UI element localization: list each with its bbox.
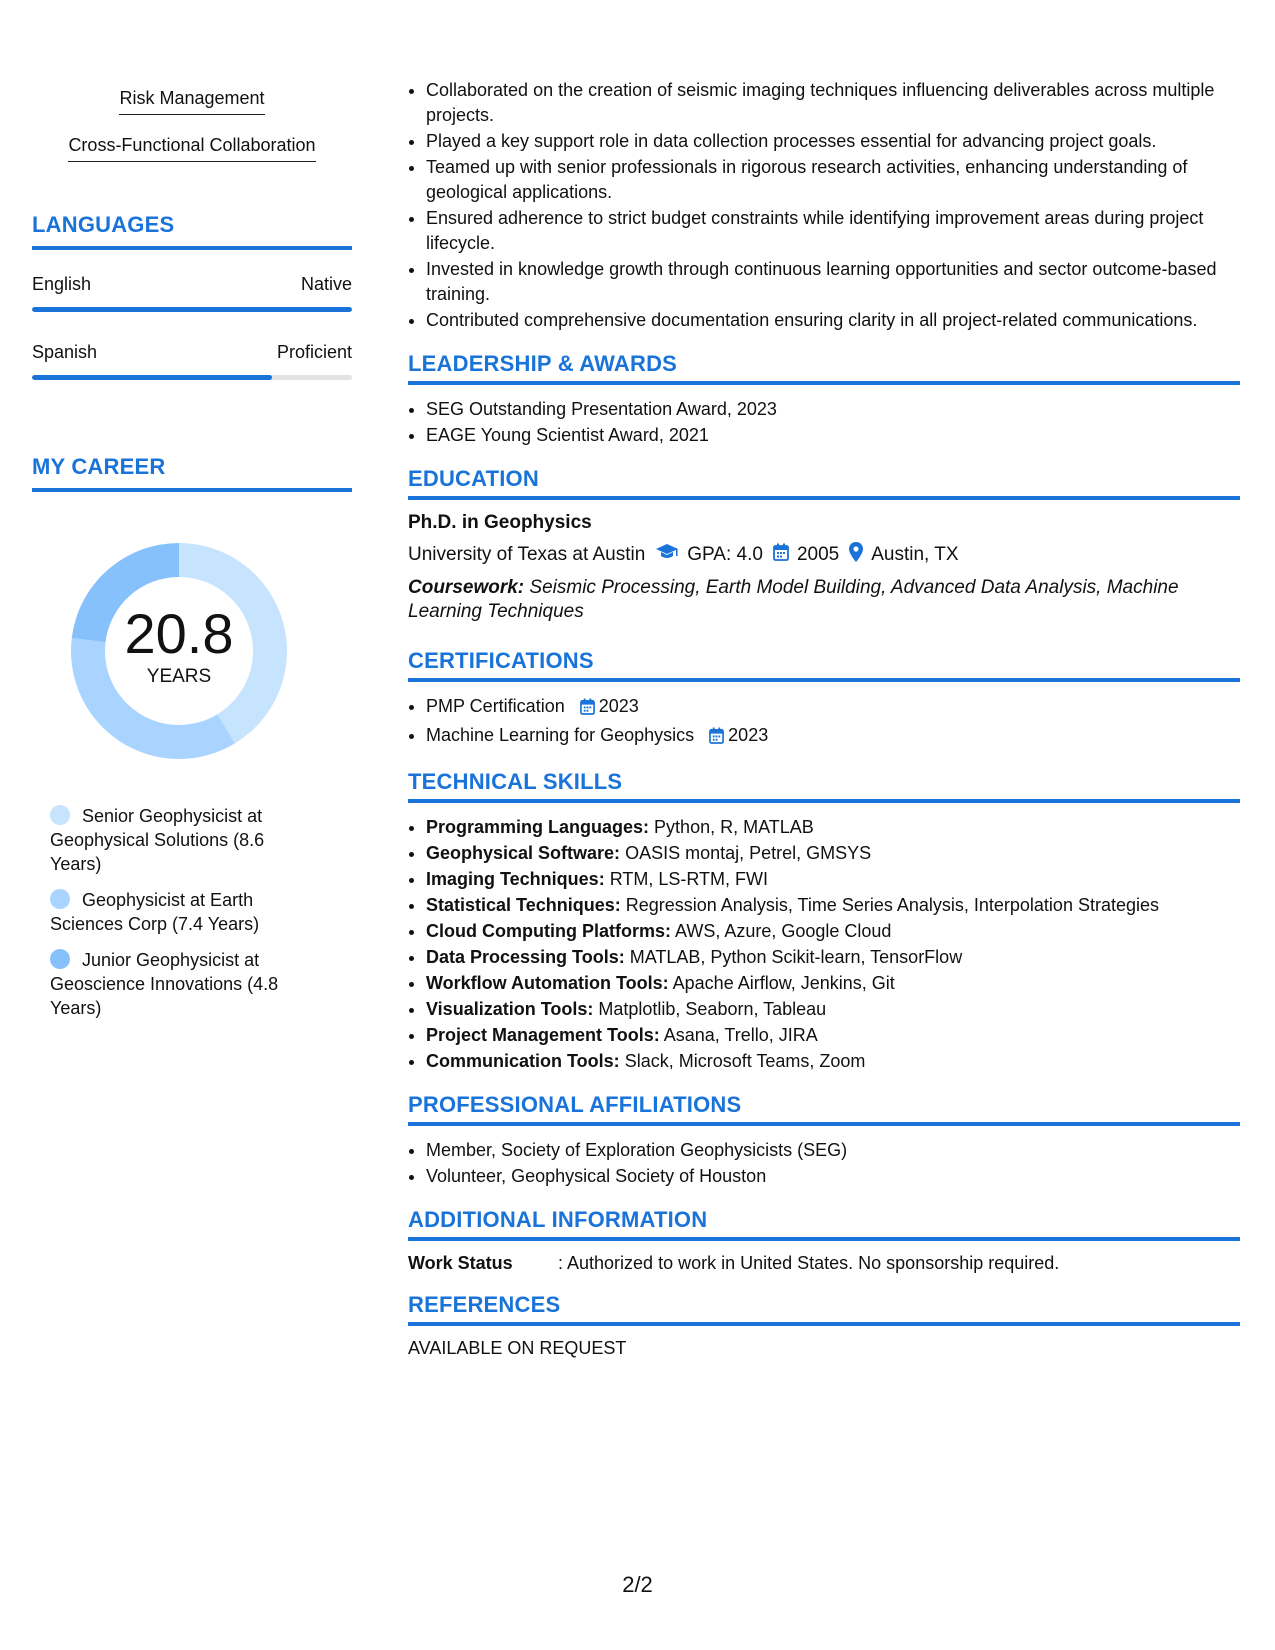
list-item: • Imaging Techniques: RTM, LS-RTM, FWI <box>426 867 1240 892</box>
list-item: • Contributed comprehensive documentation ensuring clarity in all project-related communications. <box>426 308 1240 333</box>
certification-year: 2023 <box>598 696 639 716</box>
skill-tag: Cross-Functional Collaboration <box>68 131 315 162</box>
education-school: University of Texas at Austin <box>408 544 646 565</box>
career-legend <box>50 804 300 1020</box>
affiliations-title: PROFESSIONAL AFFILIATIONS <box>408 1092 1240 1126</box>
work-status-label: Work Status <box>408 1253 513 1273</box>
language-bar-fill <box>32 307 352 312</box>
location-pin-icon <box>849 542 863 568</box>
work-status-value: : Authorized to work in United States. No sponsorship required. <box>558 1253 1060 1273</box>
coursework-text: Seismic Processing, Earth Model Building, Advanced Data Analysis, Machine Learning Techniques <box>408 577 1179 622</box>
language-bar <box>32 307 352 312</box>
page-number: 2/2 <box>622 1572 653 1597</box>
certification-name: Machine Learning for Geophysics <box>426 725 695 745</box>
list-item: • Geophysical Software: OASIS montaj, Petrel, GMSYS <box>426 841 1240 866</box>
language-name: Spanish <box>32 342 98 362</box>
left-column <box>32 84 352 1032</box>
education-gpa: GPA: 4.0 <box>687 544 763 565</box>
list-item: • Teamed up with senior professionals in rigorous research activities, enhancing understanding of geological applications. <box>426 155 1240 205</box>
certifications-list <box>408 694 1240 751</box>
skills-list <box>408 815 1240 1074</box>
legend-dot-icon <box>50 889 70 909</box>
list-item: • Invested in knowledge growth through continuous learning opportunities and sector outcome-based training. <box>426 257 1240 307</box>
list-item: • Project Management Tools: Asana, Trello, JIRA <box>426 1023 1240 1048</box>
list-item: • EAGE Young Scientist Award, 2021 <box>426 423 1240 448</box>
affiliations-list <box>408 1138 1240 1189</box>
legend-item <box>50 804 300 876</box>
skill-tag: Risk Management <box>119 84 264 115</box>
calendar-icon <box>773 543 789 567</box>
list-item: • Communication Tools: Slack, Microsoft Teams, Zoom <box>426 1049 1240 1074</box>
career-total-years: 20.8 <box>124 602 234 665</box>
legend-dot-icon <box>50 805 70 825</box>
career-unit: YEARS <box>146 666 212 687</box>
career-donut-chart <box>64 536 294 766</box>
list-item: • Ensured adherence to strict budget constraints while identifying improvement areas during project lifecycle. <box>426 206 1240 256</box>
list-item: • Played a key support role in data collection processes essential for advancing project goals. <box>426 129 1240 154</box>
legend-label: Junior Geophysicist at Geoscience Innovations (4.8 Years) <box>50 950 279 1018</box>
list-item: • SEG Outstanding Presentation Award, 2023 <box>426 397 1240 422</box>
language-level: Proficient <box>276 342 352 362</box>
education-year: 2005 <box>796 544 840 565</box>
language-spanish <box>32 342 352 380</box>
calendar-icon <box>580 697 595 722</box>
education-title: EDUCATION <box>408 466 1240 500</box>
skill-tags <box>32 84 352 178</box>
graduation-cap-icon <box>655 543 679 567</box>
awards-title: LEADERSHIP & AWARDS <box>408 351 1240 385</box>
awards-list <box>408 397 1240 448</box>
language-bar-fill <box>32 375 272 380</box>
list-item: • Volunteer, Geophysical Society of Houston <box>426 1164 1240 1189</box>
list-item: • Statistical Techniques: Regression Analysis, Time Series Analysis, Interpolation Strategies <box>426 893 1240 918</box>
calendar-icon <box>709 726 724 751</box>
skills-title: TECHNICAL SKILLS <box>408 769 1240 803</box>
education-meta <box>408 542 1240 568</box>
legend-dot-icon <box>50 949 70 969</box>
language-english <box>32 274 352 312</box>
language-bar <box>32 375 352 380</box>
list-item: • Visualization Tools: Matplotlib, Seaborn, Tableau <box>426 997 1240 1022</box>
list-item: • Data Processing Tools: MATLAB, Python Scikit-learn, TensorFlow <box>426 945 1240 970</box>
list-item: • Member, Society of Exploration Geophysicists (SEG) <box>426 1138 1240 1163</box>
work-status <box>408 1253 1240 1274</box>
education-coursework <box>408 576 1240 624</box>
career-title: MY CAREER <box>32 454 352 492</box>
list-item: • Workflow Automation Tools: Apache Airflow, Jenkins, Git <box>426 971 1240 996</box>
experience-bullets <box>408 78 1240 333</box>
list-item <box>426 694 1240 722</box>
right-column <box>408 78 1240 1359</box>
legend-label: Geophysicist at Earth Sciences Corp (7.4 Years) <box>50 890 260 934</box>
list-item: • Collaborated on the creation of seismic imaging techniques influencing deliverables across multiple projects. <box>426 78 1240 128</box>
education-degree: Ph.D. in Geophysics <box>408 512 592 533</box>
legend-item <box>50 888 300 936</box>
languages-title: LANGUAGES <box>32 212 352 250</box>
list-item <box>426 723 1240 751</box>
legend-item <box>50 948 300 1020</box>
additional-title: ADDITIONAL INFORMATION <box>408 1207 1240 1241</box>
coursework-label: Coursework: <box>408 577 525 598</box>
references-title: REFERENCES <box>408 1292 1240 1326</box>
language-level: Native <box>300 274 352 294</box>
education-location: Austin, TX <box>871 544 959 565</box>
list-item: • Cloud Computing Platforms: AWS, Azure, Google Cloud <box>426 919 1240 944</box>
references-text: AVAILABLE ON REQUEST <box>408 1338 627 1358</box>
language-name: English <box>32 274 92 294</box>
list-item: • Programming Languages: Python, R, MATLAB <box>426 815 1240 840</box>
certification-year: 2023 <box>728 725 769 745</box>
certification-name: PMP Certification <box>426 696 565 716</box>
legend-label: Senior Geophysicist at Geophysical Solutions (8.6 Years) <box>50 806 265 874</box>
certifications-title: CERTIFICATIONS <box>408 648 1240 682</box>
